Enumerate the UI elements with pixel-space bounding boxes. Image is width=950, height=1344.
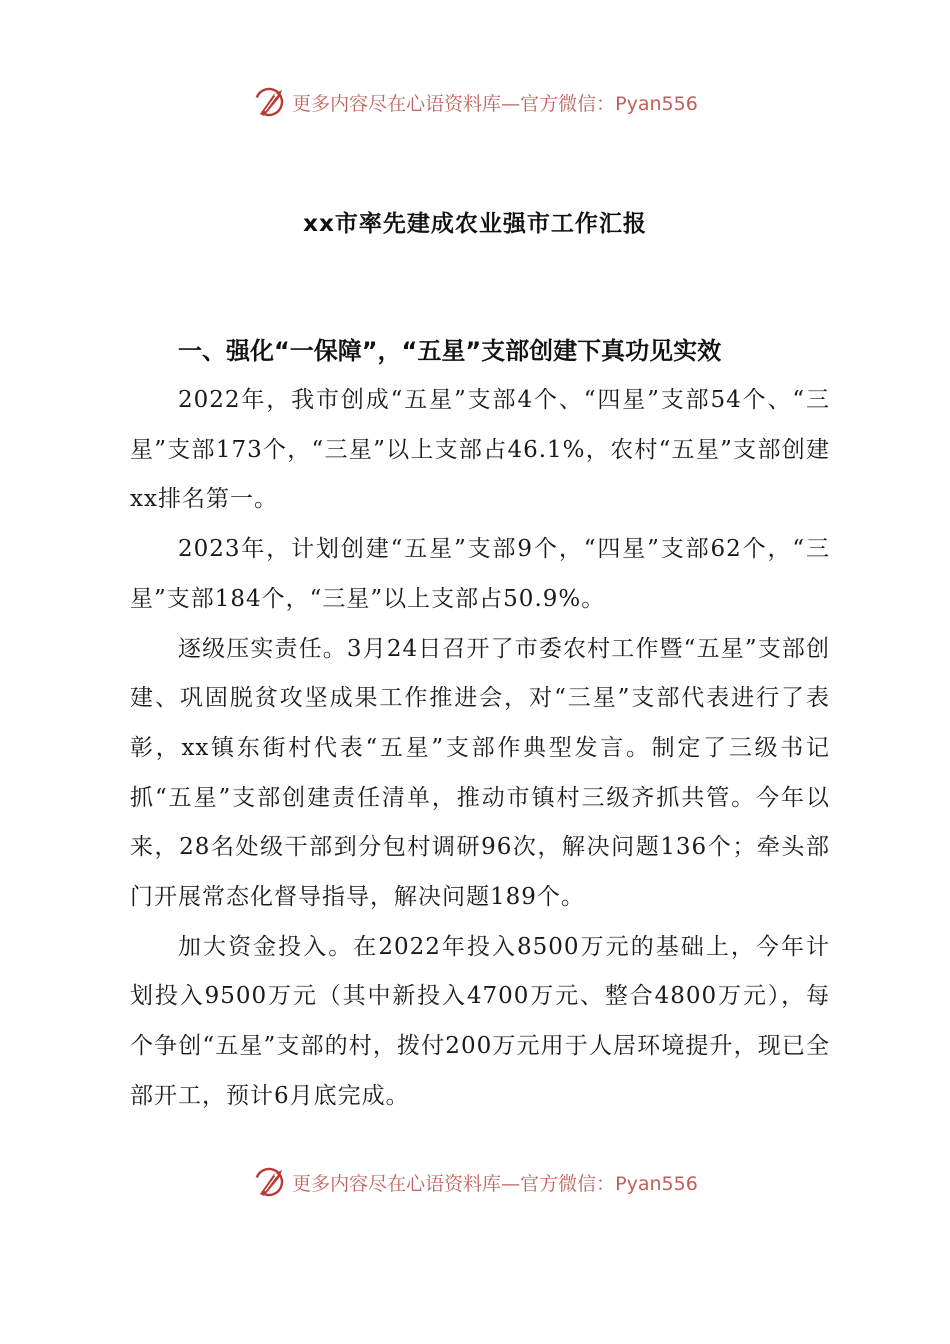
header-banner-text xyxy=(292,89,698,116)
paragraph-2023-plan: 2023年，计划创建“五星”支部9个，“四星”支部62个，“三星”支部184个，“三星”以上支部占50.9%。 xyxy=(130,536,830,612)
pen-nib-logo-icon xyxy=(252,1164,288,1200)
section-heading: 一、强化“一保障”，“五星”支部创建下真功见实效 xyxy=(178,337,722,365)
footer-banner-wechat-id: Pyan556 xyxy=(615,1172,698,1195)
paragraph-funding: 加大资金投入。在2022年投入8500万元的基础上，今年计划投入9500万元（其中新投入4700万元、整合4800万元），每个争创“五星”支部的村，拨付200万元用于人居环境提升，现已全部开工，预计6月底完成。 xyxy=(130,933,830,1109)
paragraph-2022-results: 2022年，我市创成“五星”支部4个、“四星”支部54个、“三星”支部173个，“三星”以上支部占46.1%，农村“五星”支部创建xx排名第一。 xyxy=(130,387,830,513)
paragraph-responsibility: 逐级压实责任。3月24日召开了市委农村工作暨“五星”支部创建、巩固脱贫攻坚成果工作推进会，对“三星”支部代表进行了表彰，xx镇东街村代表“五星”支部作典型发言。制定了三级书记抓“五星”支部创建责任清单，推动市镇村三级齐抓共管。今年以来，28名处级干部到分包村调研96次，解决问题136个；牵头部门开展常态化督导指导，解决问题189个。 xyxy=(130,635,830,911)
header-banner xyxy=(0,82,950,122)
document-title: xx市率先建成农业强市工作汇报 xyxy=(303,211,647,237)
footer-banner-text xyxy=(292,1169,698,1196)
footer-banner-slogan: 更多内容尽在心语资料库—官方微信： xyxy=(292,1172,616,1195)
pen-nib-logo-icon xyxy=(252,84,288,120)
header-banner-wechat-id: Pyan556 xyxy=(615,92,698,115)
document-body xyxy=(130,326,830,1122)
footer-banner xyxy=(0,1162,950,1202)
header-banner-slogan: 更多内容尽在心语资料库—官方微信： xyxy=(292,92,616,115)
